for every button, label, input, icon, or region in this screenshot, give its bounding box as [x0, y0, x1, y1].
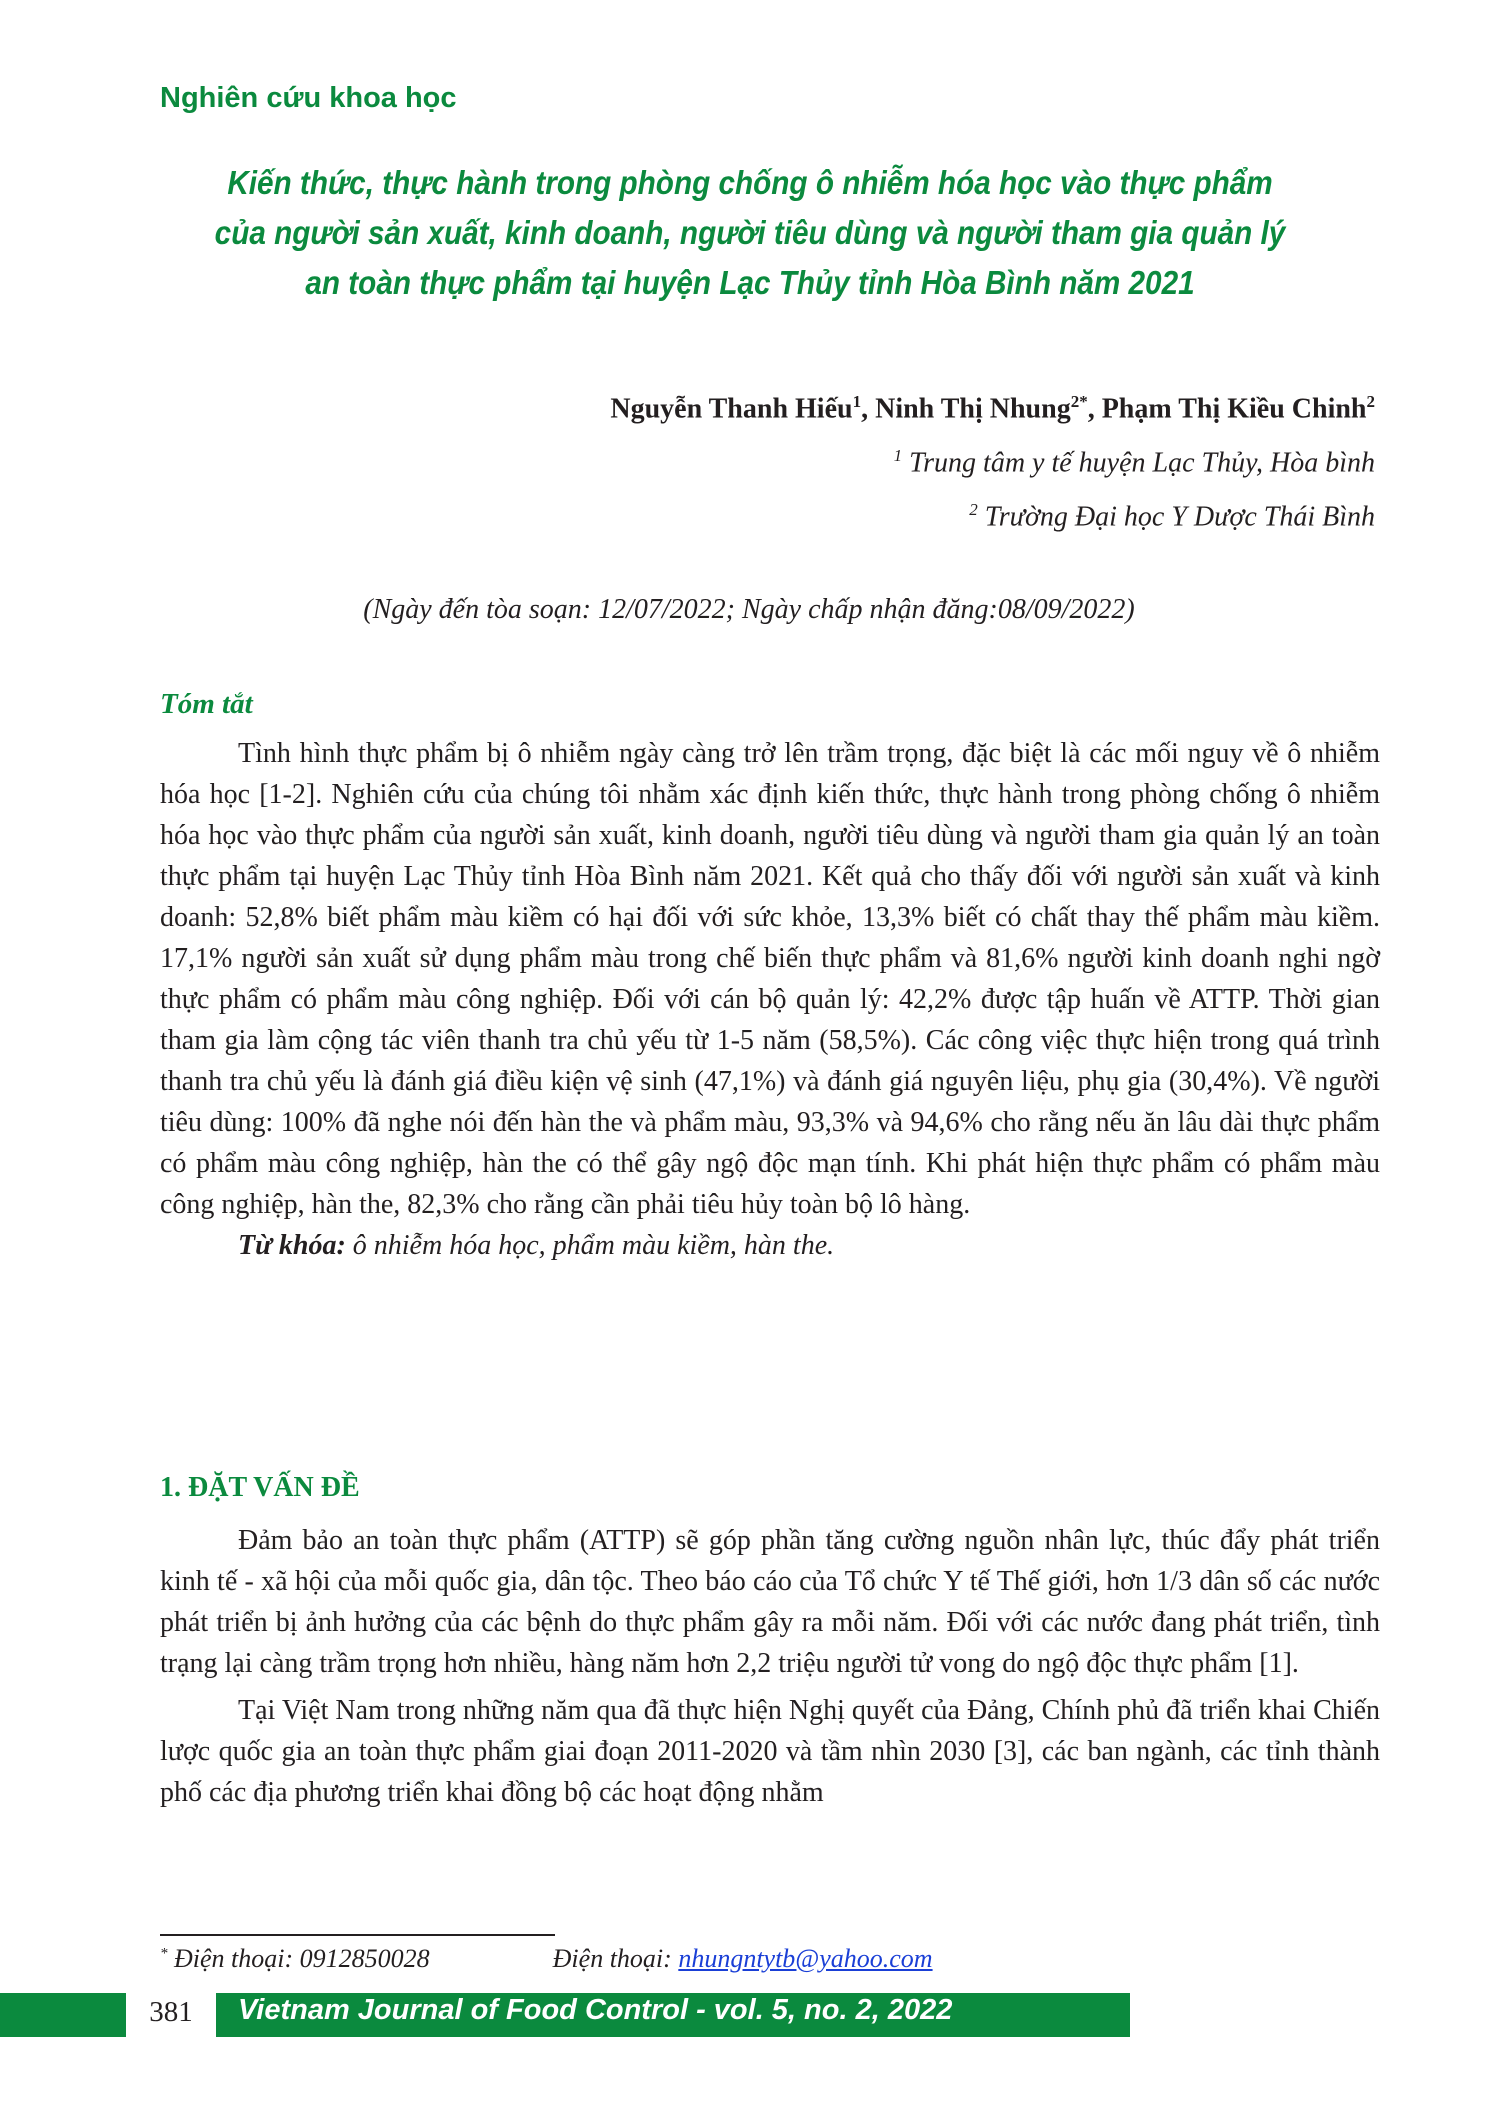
- submission-dates: (Ngày đến tòa soạn: 12/07/2022; Ngày chấp nhận đăng:08/09/2022): [363, 594, 1135, 625]
- author-name: Phạm Thị Kiều Chinh: [1101, 393, 1367, 425]
- footnote-divider: [160, 1934, 555, 1936]
- abstract-paragraph: Tình hình thực phẩm bị ô nhiễm ngày càng trở lên trầm trọng, đặc biệt là các mối nguy về ô nhiễm hóa học [1-2]. Nghiên cứu của chúng tôi nhằm xác định kiến thức, thực hành trong phòng chống ô nhiễm hóa học vào thực phẩm của người sản xuất, kinh doanh, người tiêu dùng và người tham gia quản lý an toàn thực phẩm tại huyện Lạc Thủy tỉnh Hòa Bình năm 2021. Kết quả cho thấy đối với người sản xuất và kinh doanh: 52,8% biết phẩm màu kiềm có hại đối với sức khỏe, 13,3% biết có chất thay thế phẩm màu kiềm. 17,1% người sản xuất sử dụng phẩm màu trong chế biến thực phẩm và 81,6% người kinh doanh nghi ngờ thực phẩm có phẩm màu công nghiệp. Đối với cán bộ quản lý: 42,2% được tập huấn về ATTP. Thời gian tham gia làm cộng tác viên thanh tra chủ yếu từ 1-5 năm (58,5%). Các công việc thực hiện trong quá trình thanh tra chủ yếu là đánh giá điều kiện vệ sinh (47,1%) và đánh giá nguyên liệu, phụ gia (30,4%). Về người tiêu dùng: 100% đã nghe nói đến hàn the và phẩm màu, 93,3% và 94,6% cho rằng nếu ăn lâu dài thực phẩm có phẩm màu công nghiệp, hàn the có thể gây ngộ độc mạn tính. Khi phát hiện thực phẩm có phẩm màu công nghiệp, hàn the, 82,3% cho rằng cần phải tiêu hủy toàn bộ lô hàng.: [160, 738, 1380, 1220]
- keywords-label: Từ khóa:: [238, 1230, 346, 1261]
- article-title: [210, 158, 1290, 308]
- affiliation-sup: 2: [969, 500, 978, 519]
- affiliation-2: [969, 500, 1375, 533]
- section-heading: 1. ĐẶT VẤN ĐỀ: [160, 1472, 360, 1503]
- affiliation-text: Trung tâm y tế huyện Lạc Thủy, Hòa bình: [909, 447, 1375, 479]
- title-line: an toàn thực phẩm tại huyện Lạc Thủy tỉnh Hòa Bình năm 2021: [305, 264, 1195, 301]
- keywords-text: ô nhiễm hóa học, phẩm màu kiềm, hàn the.: [352, 1230, 835, 1261]
- keywords: [160, 1225, 1380, 1266]
- footnote-phone: Điện thoại: 0912850028: [174, 1944, 430, 1973]
- footnote-email-link[interactable]: nhungntytb@yahoo.com: [678, 1944, 933, 1973]
- footnote: [160, 1944, 933, 1974]
- body-paragraph: Đảm bảo an toàn thực phẩm (ATTP) sẽ góp phần tăng cường nguồn nhân lực, thúc đẩy phát triển kinh tế - xã hội của mỗi quốc gia, dân tộc. Theo báo cáo của Tổ chức Y tế Thế giới, hơn 1/3 dân số các nước phát triển bị ảnh hưởng của các bệnh do thực phẩm gây ra mỗi năm. Đối với các nước đang phát triển, tình trạng lại càng trầm trọng hơn nhiều, hàng năm hơn 2,2 triệu người tử vong do ngộ độc thực phẩm [1].: [160, 1525, 1380, 1679]
- abstract-heading: Tóm tắt: [160, 688, 253, 720]
- footnote-email-label: Điện thoại:: [552, 1944, 672, 1973]
- title-line: của người sản xuất, kinh doanh, người tiêu dùng và người tham gia quản lý: [214, 214, 1286, 251]
- author-sup: 2*: [1070, 392, 1088, 411]
- body-paragraph: Tại Việt Nam trong những năm qua đã thực hiện Nghị quyết của Đảng, Chính phủ đã triển khai Chiến lược quốc gia an toàn thực phẩm giai đoạn 2011-2020 và tầm nhìn 2030 [3], các ban ngành, các tỉnh thành phố các địa phương triển khai đồng bộ các hoạt động nhằm: [160, 1695, 1380, 1808]
- title-line: Kiến thức, thực hành trong phòng chống ô nhiễm hóa học vào thực phẩm: [227, 164, 1273, 201]
- affiliation-1: [894, 446, 1375, 479]
- affiliation-sup: 1: [893, 446, 903, 465]
- footnote-marker: *: [160, 1945, 168, 1962]
- author-sup: 2: [1366, 392, 1375, 411]
- journal-name: Vietnam Journal of Food Control - vol. 5, no. 2, 2022: [238, 1994, 953, 2026]
- author-sup: 1: [852, 392, 862, 411]
- page-number: 381: [149, 1996, 193, 2028]
- section-body: [160, 1520, 1380, 1813]
- section-label: Nghiên cứu khoa học: [160, 82, 457, 114]
- author-name: Ninh Thị Nhung: [875, 393, 1071, 425]
- author-list: Nguyễn Thanh Hiếu$^1$, Ninh Thị Nhung$^{2*}$, Phạm Thị Kiều Chinh$^2$: [610, 392, 1375, 425]
- abstract-body: [160, 733, 1380, 1266]
- author-name: Nguyễn Thanh Hiếu: [610, 393, 853, 425]
- affiliation-text: Trường Đại học Y Dược Thái Bình: [984, 501, 1375, 533]
